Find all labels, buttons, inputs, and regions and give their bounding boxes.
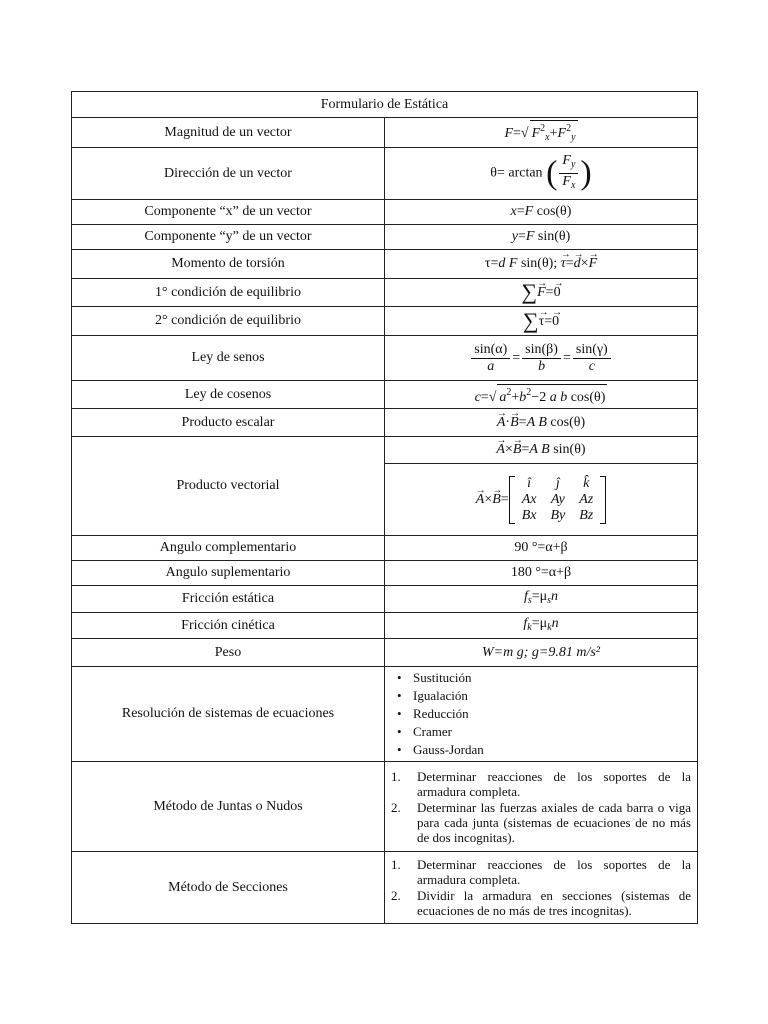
formula-cond2: ∑→ τ=→ 0 bbox=[385, 307, 698, 336]
formula-cosenos: c=√ $a^2+b^2-2$ a b cos(θ) bbox=[385, 381, 698, 409]
table-row bbox=[72, 613, 698, 639]
row-label: Producto vectorial bbox=[72, 437, 385, 536]
table-row bbox=[72, 437, 698, 464]
formula-comp-x: x=F cos(θ) bbox=[385, 200, 698, 225]
list-item: • Gauss-Jordan bbox=[413, 741, 691, 759]
list-item: • Reducción bbox=[413, 705, 691, 723]
list-item: • Igualación bbox=[413, 687, 691, 705]
row-label: Dirección de un vector bbox=[72, 148, 385, 200]
formula-friccion-est: $f_s=\mu_sn$ bbox=[385, 586, 698, 613]
list-item: 1. Determinar reacciones de los soportes de la armadura completa. bbox=[391, 857, 691, 887]
table-row bbox=[72, 381, 698, 409]
row-label: Componente “y” de un vector bbox=[72, 225, 385, 250]
table-row bbox=[72, 200, 698, 225]
table-row bbox=[72, 762, 698, 852]
row-label: Momento de torsión bbox=[72, 250, 385, 279]
juntas-list bbox=[391, 769, 691, 845]
row-label: Magnitud de un vector bbox=[72, 118, 385, 148]
table-row bbox=[72, 279, 698, 307]
formula-direccion: θ= arctan ( $\frac{F_y}{F_x}$ ) bbox=[385, 148, 698, 200]
row-label: Ley de cosenos bbox=[72, 381, 385, 409]
formula-peso: W=m g; g=9.81 m/s² bbox=[385, 639, 698, 667]
row-label: Peso bbox=[72, 639, 385, 667]
formula-cond1: ∑→ F=→ 0 bbox=[385, 279, 698, 307]
row-label: Fricción cinética bbox=[72, 613, 385, 639]
row-label: Producto escalar bbox=[72, 409, 385, 437]
row-label: Angulo suplementario bbox=[72, 561, 385, 586]
row-label: Método de Secciones bbox=[72, 852, 385, 924]
resolucion-list-cell bbox=[385, 667, 698, 762]
table-row bbox=[72, 639, 698, 667]
list-item: 2. Dividir la armadura en secciones (sistemas de ecuaciones de no más de tres incognitas). bbox=[391, 888, 691, 918]
formulario-table bbox=[71, 91, 698, 924]
juntas-list-cell bbox=[385, 762, 698, 852]
table-row bbox=[72, 852, 698, 924]
table-row bbox=[72, 336, 698, 381]
arctan-text: θ= arctan bbox=[490, 165, 543, 181]
formula-vectorial: → A×→ B=A B sin(θ) bbox=[385, 437, 698, 464]
table-row bbox=[72, 148, 698, 200]
list-item: 1. Determinar reacciones de los soportes de la armadura completa. bbox=[391, 768, 691, 799]
formula-senos: $\frac{\sin(\alpha)}{a}$ = $\frac{\sin(\beta)}{b}$ = $\frac{\sin(\gamma)}{c}$ bbox=[385, 336, 698, 381]
table-row bbox=[72, 409, 698, 437]
list-item: • Sustitución bbox=[413, 669, 691, 687]
list-item: • Cramer bbox=[413, 723, 691, 741]
formula-complementario: 90 °=α+β bbox=[385, 536, 698, 561]
formula-suplementario: 180 °=α+β bbox=[385, 561, 698, 586]
secciones-list bbox=[391, 857, 691, 918]
formula-magnitud: F=√ $F^2_x+F^2_y$ bbox=[385, 118, 698, 148]
row-label: Angulo complementario bbox=[72, 536, 385, 561]
row-label: Fricción estática bbox=[72, 586, 385, 613]
formula-momento: τ=d F sin(θ); → τ=→ d×→ F bbox=[385, 250, 698, 279]
table-row bbox=[72, 307, 698, 336]
secciones-list-cell bbox=[385, 852, 698, 924]
table-row bbox=[72, 225, 698, 250]
table-row bbox=[72, 561, 698, 586]
row-label: Ley de senos bbox=[72, 336, 385, 381]
table-title: Formulario de Estática bbox=[72, 92, 698, 118]
row-label: Método de Juntas o Nudos bbox=[72, 762, 385, 852]
row-label: Componente “x” de un vector bbox=[72, 200, 385, 225]
table-row bbox=[72, 586, 698, 613]
row-label: Resolución de sistemas de ecuaciones bbox=[72, 667, 385, 762]
formula-vectorial-matrix: → A×→ B= î ĵ k̂ Ax Ay Az Bx By Bz bbox=[385, 464, 698, 536]
formula-comp-y: y=F sin(θ) bbox=[385, 225, 698, 250]
table-row bbox=[72, 250, 698, 279]
row-label: 1° condición de equilibrio bbox=[72, 279, 385, 307]
list-item: 2. Determinar las fuerzas axiales de cada barra o viga para cada junta (sistemas de ecuaciones de no más de dos incognitas). bbox=[391, 799, 691, 845]
formula-friccion-cin: $f_k=\mu_kn$ bbox=[385, 613, 698, 639]
table-row bbox=[72, 536, 698, 561]
table-row bbox=[72, 667, 698, 762]
formula-escalar: → A·→ B=A B cos(θ) bbox=[385, 409, 698, 437]
table-row bbox=[72, 118, 698, 148]
resolucion-list bbox=[391, 669, 691, 759]
determinant-matrix: î ĵ k̂ Ax Ay Az Bx By Bz bbox=[509, 476, 607, 524]
row-label: 2° condición de equilibrio bbox=[72, 307, 385, 336]
